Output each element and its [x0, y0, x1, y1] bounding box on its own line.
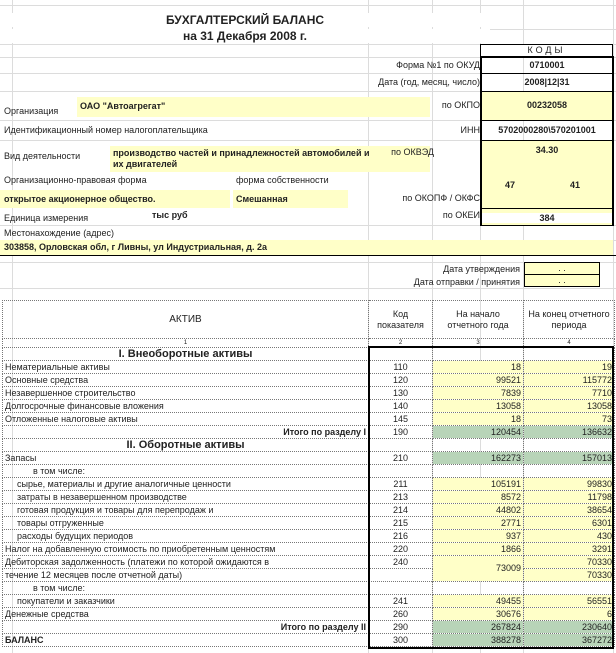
header-start: На начало отчетного года	[433, 301, 524, 339]
end-value[interactable]: 157013	[524, 452, 615, 465]
row-label: Нематериальные активы	[3, 361, 369, 374]
start-value[interactable]: 937	[433, 530, 524, 543]
form-label: Форма №1 по ОКУД	[396, 60, 480, 70]
activity-field[interactable]	[110, 146, 430, 172]
row-code: 145	[369, 413, 433, 426]
column-number: 1	[3, 339, 369, 348]
row-code: 240	[369, 556, 433, 569]
row-code: 260	[369, 608, 433, 621]
end-value[interactable]: 38654	[524, 504, 615, 517]
start-value[interactable]: 99521	[433, 374, 524, 387]
row-code: 140	[369, 400, 433, 413]
row-label: Денежные средства	[3, 608, 369, 621]
row-label: Налог на добавленную стоимость по приобретенным ценностям	[3, 543, 369, 556]
end-value[interactable]: 19	[524, 361, 615, 374]
section-title: I. Внеоборотные активы	[3, 348, 369, 361]
header-code: Код показателя	[369, 301, 433, 339]
column-number: 2	[369, 339, 433, 348]
row-code: 110	[369, 361, 433, 374]
row-label: готовая продукция и товары для перепродаж и	[3, 504, 369, 517]
address-field[interactable]: 303858, Орловская обл, г Ливны, ул Индустриальная, д. 2а	[0, 240, 613, 255]
row-code: 214	[369, 504, 433, 517]
row-label: Итого по разделу I	[3, 426, 369, 439]
end-value[interactable]: 7710	[524, 387, 615, 400]
form-code[interactable]: 0710001	[529, 60, 565, 70]
okved-label: по ОКВЭД	[391, 147, 434, 157]
start-value[interactable]: 18	[433, 361, 524, 374]
row-label: Дебиторская задолженность (платежи по которой ожидаются в	[3, 556, 369, 569]
row-code: 241	[369, 595, 433, 608]
ownership-label: форма собственности	[236, 175, 329, 185]
row-code: 216	[369, 530, 433, 543]
row-code: 300	[369, 634, 433, 647]
unit-label: Единица измерения	[4, 213, 89, 223]
start-value[interactable]: 13058	[433, 400, 524, 413]
start-value[interactable]: 105191	[433, 478, 524, 491]
row-label: Незавершенное строительство	[3, 387, 369, 400]
header-aktiv: АКТИВ	[3, 301, 369, 339]
approval-date-field[interactable]: . .	[524, 262, 600, 275]
address-label: Местонахождение (адрес)	[4, 228, 114, 238]
end-value[interactable]: 367272	[524, 634, 615, 647]
column-number: 3	[433, 339, 524, 348]
page-subtitle: на 31 Декабря 2008 г.	[0, 29, 490, 43]
end-value[interactable]: 70330	[524, 556, 615, 569]
okei-label: по ОКЕИ	[442, 210, 480, 220]
row-label: Основные средства	[3, 374, 369, 387]
end-value[interactable]: 230640	[524, 621, 615, 634]
activity-line-2: их двигателей	[113, 159, 178, 169]
org-label: Организация	[4, 106, 59, 116]
page-title: БУХГАЛТЕРСКИЙ БАЛАНС	[0, 13, 490, 27]
row-code: 120	[369, 374, 433, 387]
row-code: 290	[369, 621, 433, 634]
end-value[interactable]: 136632	[524, 426, 615, 439]
subheading-label: в том числе:	[3, 582, 369, 595]
end-value[interactable]: 6	[524, 608, 615, 621]
ownership-field[interactable]: Смешанная	[233, 190, 348, 208]
date-code[interactable]: 2008|12|31	[524, 77, 570, 87]
end-value[interactable]: 13058	[524, 400, 615, 413]
section-title: II. Оборотные активы	[3, 439, 369, 452]
values-box	[368, 346, 614, 649]
start-value[interactable]: 8572	[433, 491, 524, 504]
row-label-continued: течение 12 месяцев после отчетной даты)	[3, 569, 369, 582]
header-end: На конец отчетного периода	[524, 301, 615, 339]
row-label: Запасы	[3, 452, 369, 465]
okei-code[interactable]: 384	[482, 213, 612, 223]
activity-line-1: производство частей и принадлежностей автомобилей и	[113, 148, 370, 158]
date-label: Дата (год, месяц, число)	[378, 77, 480, 87]
okopf-label: по ОКОПФ / ОКФС	[402, 193, 480, 203]
row-label: Отложенные налоговые активы	[3, 413, 369, 426]
row-code: 211	[369, 478, 433, 491]
okved-code[interactable]: 34.30	[482, 141, 612, 225]
legal-form-field[interactable]: открытое акционерное общество.	[0, 190, 230, 208]
row-code: 220	[369, 543, 433, 556]
row-label: сырье, материалы и другие аналогичные ценности	[3, 478, 369, 491]
row-label: расходы будущих периодов	[3, 530, 369, 543]
row-code: 213	[369, 491, 433, 504]
end-value[interactable]: 3291	[524, 543, 615, 556]
okpo-label: по ОКПО	[441, 100, 480, 110]
row-code: 215	[369, 517, 433, 530]
row-label: покупатели и заказчики	[3, 595, 369, 608]
row-code: 130	[369, 387, 433, 400]
end-value[interactable]: 6301	[524, 517, 615, 530]
approval-date-label: Дата утверждения	[443, 264, 520, 274]
inn-text: Идентификационный номер налогоплательщика	[4, 125, 208, 135]
table-header-row	[3, 301, 615, 339]
end-value[interactable]: 99830	[524, 478, 615, 491]
row-label: Долгосрочные финансовые вложения	[3, 400, 369, 413]
okpo-code[interactable]: 00232058	[482, 92, 612, 120]
unit-value[interactable]: тыс руб	[152, 210, 188, 220]
row-code: 190	[369, 426, 433, 439]
activity-label: Вид деятельности	[4, 151, 81, 161]
start-value[interactable]: 49455	[433, 595, 524, 608]
start-value[interactable]: 267824	[433, 621, 524, 634]
start-value[interactable]: 7839	[433, 387, 524, 400]
subheading-label: в том числе:	[3, 465, 369, 478]
org-name-field[interactable]: ОАО "Автоагрегат"	[77, 97, 430, 117]
end-value[interactable]: 430	[524, 530, 615, 543]
start-value[interactable]: 388278	[433, 634, 524, 647]
start-value[interactable]: 120454	[433, 426, 524, 439]
end-value[interactable]: 73	[524, 413, 615, 426]
end-value[interactable]: 56551	[524, 595, 615, 608]
row-label: Итого по разделу II	[3, 621, 369, 634]
end-value[interactable]: 70330	[524, 569, 615, 582]
codes-header: КОДЫ	[480, 44, 613, 57]
start-value[interactable]: 73009	[433, 556, 524, 582]
legal-form-label: Организационно-правовая форма	[4, 175, 147, 185]
start-value[interactable]: 30676	[433, 608, 524, 621]
column-number: 4	[524, 339, 615, 348]
sent-date-label: Дата отправки / принятия	[413, 277, 520, 287]
inn-label: ИНН	[460, 125, 480, 135]
end-value[interactable]: 115772	[524, 374, 615, 387]
start-value[interactable]: 1866	[433, 543, 524, 556]
inn-code[interactable]: 5702000280\570201001	[498, 125, 596, 135]
row-label: БАЛАНС	[3, 634, 369, 647]
end-value[interactable]: 11798	[524, 491, 615, 504]
start-value[interactable]: 162273	[433, 452, 524, 465]
okfs-code[interactable]: 41	[570, 180, 581, 190]
okopf-code[interactable]: 47	[505, 180, 516, 190]
sent-date-field[interactable]: . .	[524, 274, 600, 287]
row-label: затраты в незавершенном производстве	[3, 491, 369, 504]
start-value[interactable]: 18	[433, 413, 524, 426]
row-code: 210	[369, 452, 433, 465]
start-value[interactable]: 2771	[433, 517, 524, 530]
row-label: товары отгруженные	[3, 517, 369, 530]
start-value[interactable]: 44802	[433, 504, 524, 517]
